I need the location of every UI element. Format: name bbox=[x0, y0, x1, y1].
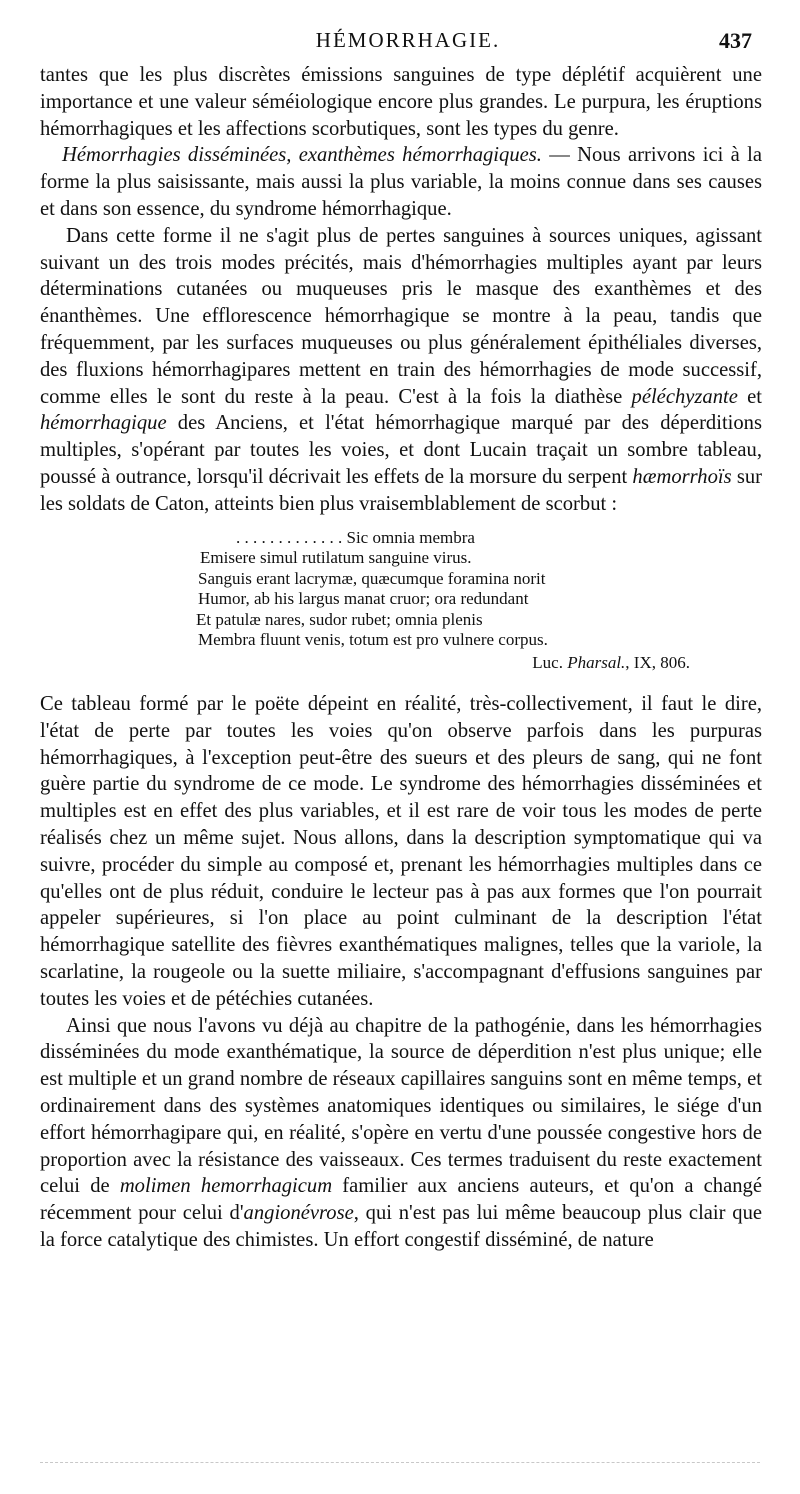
citation-author: Luc. bbox=[532, 652, 568, 672]
verse-quotation bbox=[40, 528, 762, 674]
page-number: 437 bbox=[719, 28, 752, 53]
running-header bbox=[56, 28, 760, 58]
verse-citation bbox=[196, 653, 762, 674]
citation-reference: , IX, 806. bbox=[625, 652, 690, 672]
verse-line: Humor, ab his largus manat cruor; ora redundant bbox=[198, 589, 529, 609]
verse-line: . . . . . . . . . . . . . Sic omnia membra bbox=[236, 527, 475, 547]
section-paragraph bbox=[40, 142, 762, 222]
paragraph-text: familier aux anciens auteurs, et qu'on a changé récemment pour celui d' bbox=[40, 1175, 762, 1225]
italic-term: péléchyzante bbox=[631, 385, 738, 408]
paragraph-pathogenie bbox=[40, 1013, 762, 1254]
paragraph-text: Ainsi que nous l'avons vu déjà au chapitre de la pathogénie, dans les hémorrhagies disséminées du mode exanthématique, la source de déperdition n'est plus unique; elle est multiple et un grand nombre de réseaux capillaires sanguins sont en même temps, et ordinairement dans des systèmes anatomiques identiques ou similaires, le siége d'un effort hémorrhagipare qui, en réalité, s'opère en vertu d'une poussée congestive hors de proportion avec la résistance des vaisseaux. Ces termes traduisent du reste exactement celui de bbox=[40, 1014, 762, 1198]
page-body bbox=[40, 62, 762, 1254]
running-title: HÉMORRHAGIE. bbox=[315, 28, 501, 52]
verse-line: Sanguis erant lacrymæ, quæcumque foramina norit bbox=[198, 568, 546, 588]
paragraph-continuation: tantes que les plus discrètes émissions sanguines de type déplétif acquièrent une importance et une valeur séméiologique encore plus grandes. Le purpura, les éruptions hémorrhagiques et les affections scorbutiques, sont les types du genre. bbox=[40, 64, 762, 140]
verse-line: Emisere simul rutilatum sanguine virus. bbox=[200, 548, 472, 568]
italic-term: hæmorrhoïs bbox=[632, 465, 732, 488]
paragraph-text: et bbox=[737, 385, 762, 408]
section-intro-text: — Nous arrivons ici à la forme la plus saisissante, mais aussi la plus variable, la moins connue dans ses causes et dans son essence, du syndrome hémorrhagique. bbox=[40, 144, 762, 220]
bottom-rule bbox=[40, 1462, 760, 1463]
section-heading: Hémorrhagies disséminées, exanthèmes hémorrhagiques. bbox=[62, 144, 542, 167]
italic-term: molimen hemorrhagicum bbox=[119, 1175, 333, 1198]
verse-line: Membra fluunt venis, totum est pro vulnere corpus. bbox=[198, 630, 548, 650]
paragraph-lucain bbox=[40, 223, 762, 518]
paragraph-text: Dans cette forme il ne s'agit plus de pertes sanguines à sources uniques, agissant suivant un des trois modes précités, mais d'hémorrhagies multiples ayant par leurs déterminations cutanées ou muqueuses pris le masque des exanthèmes et des énanthèmes. Une efflorescence hémorrhagique se montre à la peau, tandis que fréquemment, par les surfaces muqueuses ou plus généralement épithéliales diverses, des fluxions hémorrhagipares mettent en train des hémorrhagies de mode successif, comme elles le sont du reste à la peau. C'est à la fois la diathèse bbox=[40, 224, 762, 408]
paragraph-text: sur les soldats de Caton, atteints bien plus vraisemblablement de scorbut : bbox=[40, 465, 762, 515]
paragraph-tableau: Ce tableau formé par le poëte dépeint en réalité, très-collectivement, il faut le dire, l'état de perte par toutes les voies qu'on observe parfois dans les purpuras hémorrhagiques, à l'exception peut-être des sueurs et des pleurs de sang, qui ne font guère partie du syndrome de ce mode. Le syndrome des hémorrhagies disséminées et multiples est en effet des plus variables, et il est rare de voir tous les modes de perte réalisés chez un même sujet. Nous allons, dans la description symptomatique qui va suivre, procéder du simple au composé et, prenant les hémorrhagies multiples dans ce qu'elles ont de plus réduit, conduire le lecteur pas à pas aux formes que l'on pourrait appeler supérieures, si l'on place au point culminant de la description l'état hémorrhagique satellite des fièvres exanthématiques malignes, telles que la variole, la scarlatine, la rougeole ou la suette miliaire, s'accompagnant d'effusions sanguines par toutes les voies et de pétéchies cutanées. bbox=[40, 693, 762, 1010]
paragraph-text: des Anciens, et l'état hémorrhagique marqué par des déperditions multiples, s'opérant par toutes les voies, et dont Lucain traçait un sombre tableau, poussé à outrance, lorsqu'il décrivait les effets de la morsure du serpent bbox=[40, 412, 762, 488]
verse-line: Et patulæ nares, sudor rubet; omnia plenis bbox=[196, 609, 483, 629]
citation-title: Pharsal. bbox=[567, 652, 626, 672]
paragraph-text: , qui n'est pas lui même beaucoup plus clair que la force catalytique des chimistes. Un effort congestif disséminé, de nature bbox=[40, 1202, 763, 1251]
italic-term: angionévrose bbox=[243, 1202, 354, 1225]
spacer bbox=[40, 673, 762, 691]
italic-term: hémorrhagique bbox=[40, 412, 167, 435]
